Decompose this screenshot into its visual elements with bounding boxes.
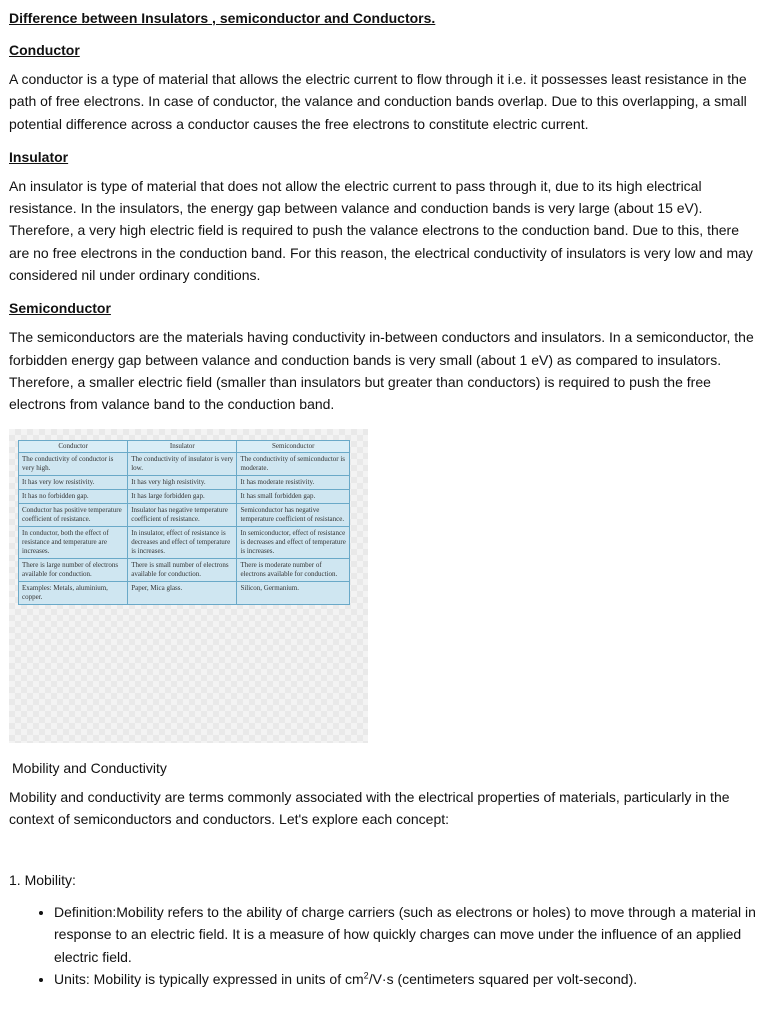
table-row [19,581,350,604]
table-cell: There is large number of electrons available for conduction. [19,558,128,581]
table-cell: In insulator, effect of resistance is decreases and effect of temperature is increases. [128,526,237,558]
insulator-heading: Insulator [9,148,69,165]
table-cell: It has moderate resistivity. [237,475,350,489]
units-text: Units: Mobility is typically expressed in units of cm [54,971,364,988]
table-cell: It has no forbidden gap. [19,489,128,503]
mobility-list-label: 1. Mobility: [9,872,76,889]
table-cell: There is small number of electrons available for conduction. [128,558,237,581]
semiconductor-paragraph: The semiconductors are the materials having conductivity in-between conductors and insulators. In a semiconductor, the forbidden energy gap between valance and conduction bands is very small (about 1 eV) as compared to insulators. Therefore, a smaller electric field (smaller than insulators but greater than conductors) is required to push the free electrons from valance band to the conduction band. [9,329,754,413]
table-header-row [19,440,350,452]
table-cell: In semiconductor, effect of resistance is decreases and effect of temperature is increases. [237,526,350,558]
units-superscript: 2 [363,970,369,981]
table-cell: It has large forbidden gap. [128,489,237,503]
table-header-cell: Insulator [128,440,237,452]
units-text-tail: /V·s (centimeters squared per volt-second). [368,971,638,988]
table-cell: It has small forbidden gap. [237,489,350,503]
table-header-cell: Conductor [19,440,128,452]
table-cell: There is moderate number of electrons available for conduction. [237,558,350,581]
table-row [19,475,350,489]
table-cell: Semiconductor has negative temperature coefficient of resistance. [237,503,350,526]
table-cell: Insulator has negative temperature coefficient of resistance. [128,503,237,526]
definition-text: Definition:Mobility refers to the ability of charge carriers (such as electrons or holes) to move through a material in response to an electric field. It is a measure of how quickly charges can move under the influence of an applied electric field. [54,904,756,965]
table-cell: Conductor has positive temperature coefficient of resistance. [19,503,128,526]
document-title: Difference between Insulators , semiconductor and Conductors. [9,10,436,26]
comparison-table [18,440,350,605]
table-row [19,452,350,475]
list-item [54,901,759,968]
conductor-paragraph: A conductor is a type of material that allows the electric current to flow through it i.e. it possesses least resistance in the path of free electrons. In case of conductor, the valance and conduction bands overlap. Due to this overlapping, a small potential difference across a conductor causes the free electrons to constitute electric current. [9,71,747,132]
comparison-table-image [9,429,368,743]
table-cell: Examples: Metals, aluminium, copper. [19,581,128,604]
conductor-heading: Conductor [9,42,80,58]
table-row [19,489,350,503]
insulator-paragraph: An insulator is type of material that does not allow the electric current to pass through it, due to its high electrical resistance. In the insulators, the energy gap between valance and conduction bands is very large (about 15 eV). Therefore, a very high electric field is required to push the valance electrons to the conduction band. Due to this, there are no free electrons in the conduction band. For this reason, the electrical conductivity of insulators is very low and may considered nil under ordinary conditions. [9,177,753,284]
table-cell: The conductivity of semiconductor is moderate. [237,452,350,475]
list-item [54,968,759,990]
mobility-conductivity-heading: Mobility and Conductivity [12,759,167,776]
table-row [19,503,350,526]
table-cell: It has very high resistivity. [128,475,237,489]
table-cell: In conductor, both the effect of resistance and temperature are increases. [19,526,128,558]
table-cell: The conductivity of conductor is very high. [19,452,128,475]
table-cell: Paper, Mica glass. [128,581,237,604]
mobility-bullet-list [9,901,759,990]
semiconductor-heading: Semiconductor [9,300,111,317]
table-cell: Silicon, Germanium. [237,581,350,604]
table-cell: It has very low resistivity. [19,475,128,489]
table-cell: The conductivity of insulator is very low. [128,452,237,475]
table-header-cell: Semiconductor [237,440,350,452]
table-row [19,558,350,581]
table-row [19,526,350,558]
mobility-intro-paragraph: Mobility and conductivity are terms commonly associated with the electrical properties of materials, particularly in the context of semiconductors and conductors. Let's explore each concept: [9,788,730,827]
